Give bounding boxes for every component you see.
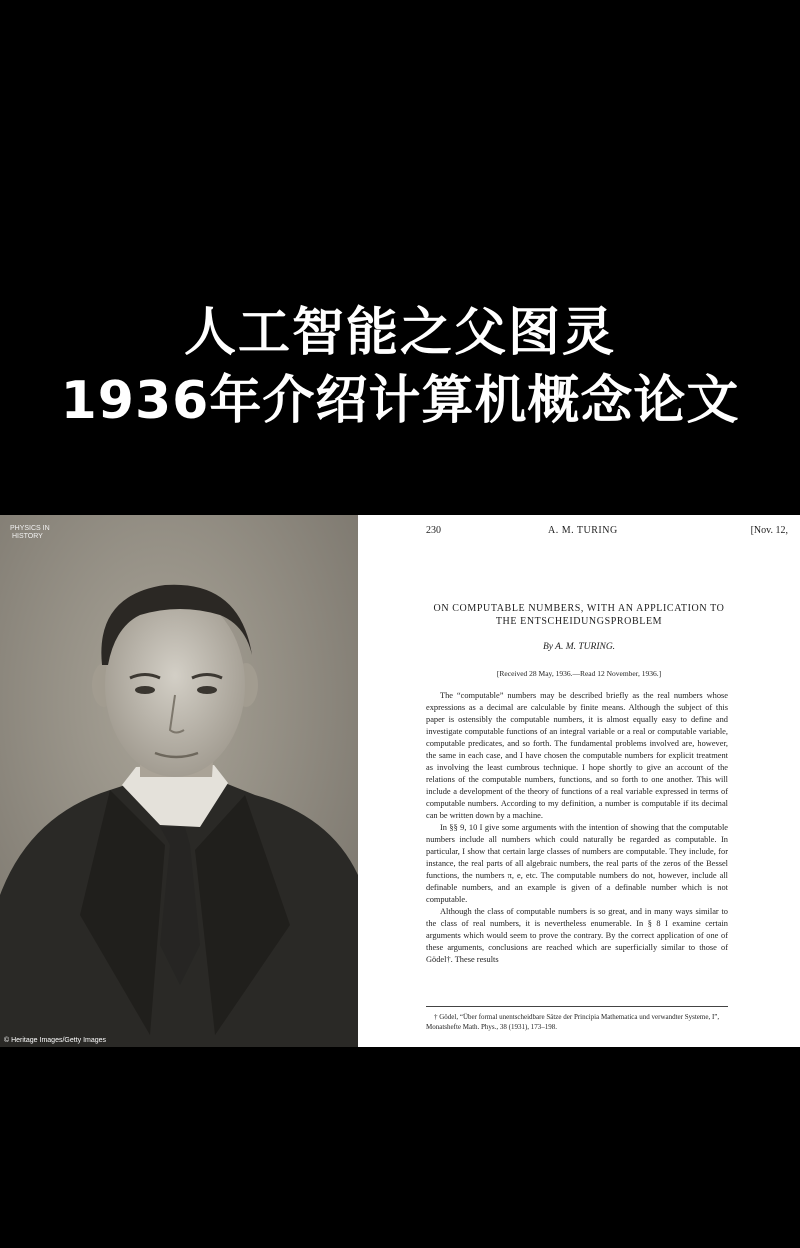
- physics-in-history-watermark: PHYSICS IN HISTORY: [10, 525, 50, 540]
- paragraph-2: In §§ 9, 10 I give some arguments with the intention of showing that the computable numbers include all numbers which could naturally be regarded as computable. In particular, I show that certain large classes of numbers are computable. They include, for instance, the real parts of all algebraic numbers, the real parts of the zeros of the Bessel functions, the numbers π, e, etc. The computable numbers do not, however, include all definable numbers, and an example is given of a definable number which is not computable.: [426, 823, 728, 904]
- photo-credit: © Heritage Images/Getty Images: [4, 1037, 107, 1044]
- footnote-divider: [426, 1006, 728, 1007]
- paper-byline: By A. M. TURING.: [542, 642, 616, 652]
- running-author: A. M. TURING: [548, 525, 618, 536]
- paper-received-note: [Received 28 May, 1936.—Read 12 November, 1936.]: [496, 669, 662, 678]
- paper-body: [426, 690, 728, 966]
- headline: [0, 300, 800, 436]
- paragraph-1: The “computable” numbers may be described briefly as the real numbers whose expressions as a decimal are calculable by finite means. Although the subject of this paper is ostensibly the computable numbers, it is almost equally easy to define and investigate computable functions of an integral variable or a real or computable variable, computable predicates, and so forth. The fundamental problems involved are, however, the same in each case, and I have chosen the computable numbers for explicit treatment as involving the least cumbrous technique. I hope shortly to give an account of the relations of the computable numbers, functions, and so forth to one another. This will include a development of the theory of functions of a real variable expressed in terms of computable numbers. According to my definition, a number is computable if its decimal can be written down by a machine.: [426, 691, 728, 820]
- paper-title-line-2: THE ENTSCHEIDUNGSPROBLEM: [495, 616, 663, 627]
- paragraph-3: Although the class of computable numbers is so great, and in many ways similar to the class of real numbers, it is nevertheless enumerable. In § 8 I examine certain arguments which would seem to prove the contrary. By the correct application of one of these arguments, conclusions are reached which are superficially similar to those of Gödel†. These results: [426, 907, 728, 964]
- headline-line-2: 1936年介绍计算机概念论文: [60, 371, 740, 431]
- paper-title-line-1: ON COMPUTABLE NUMBERS, WITH AN APPLICATION TO: [433, 603, 725, 614]
- portrait-photo: [0, 515, 358, 1047]
- footnote: † Gödel, “Über formal unentscheidbare Sätze der Principia Mathematica und verwandter Systeme, I”, Monatshefte Math. Phys., 38 (1931), 173–198.: [426, 1013, 720, 1031]
- portrait-illustration: [0, 515, 358, 1047]
- paper-page: [358, 515, 800, 1047]
- paper-title: [398, 602, 760, 628]
- page-number: 230: [426, 525, 441, 536]
- running-date: [Nov. 12,: [750, 525, 788, 536]
- headline-line-1: 人工智能之父图灵: [183, 303, 616, 363]
